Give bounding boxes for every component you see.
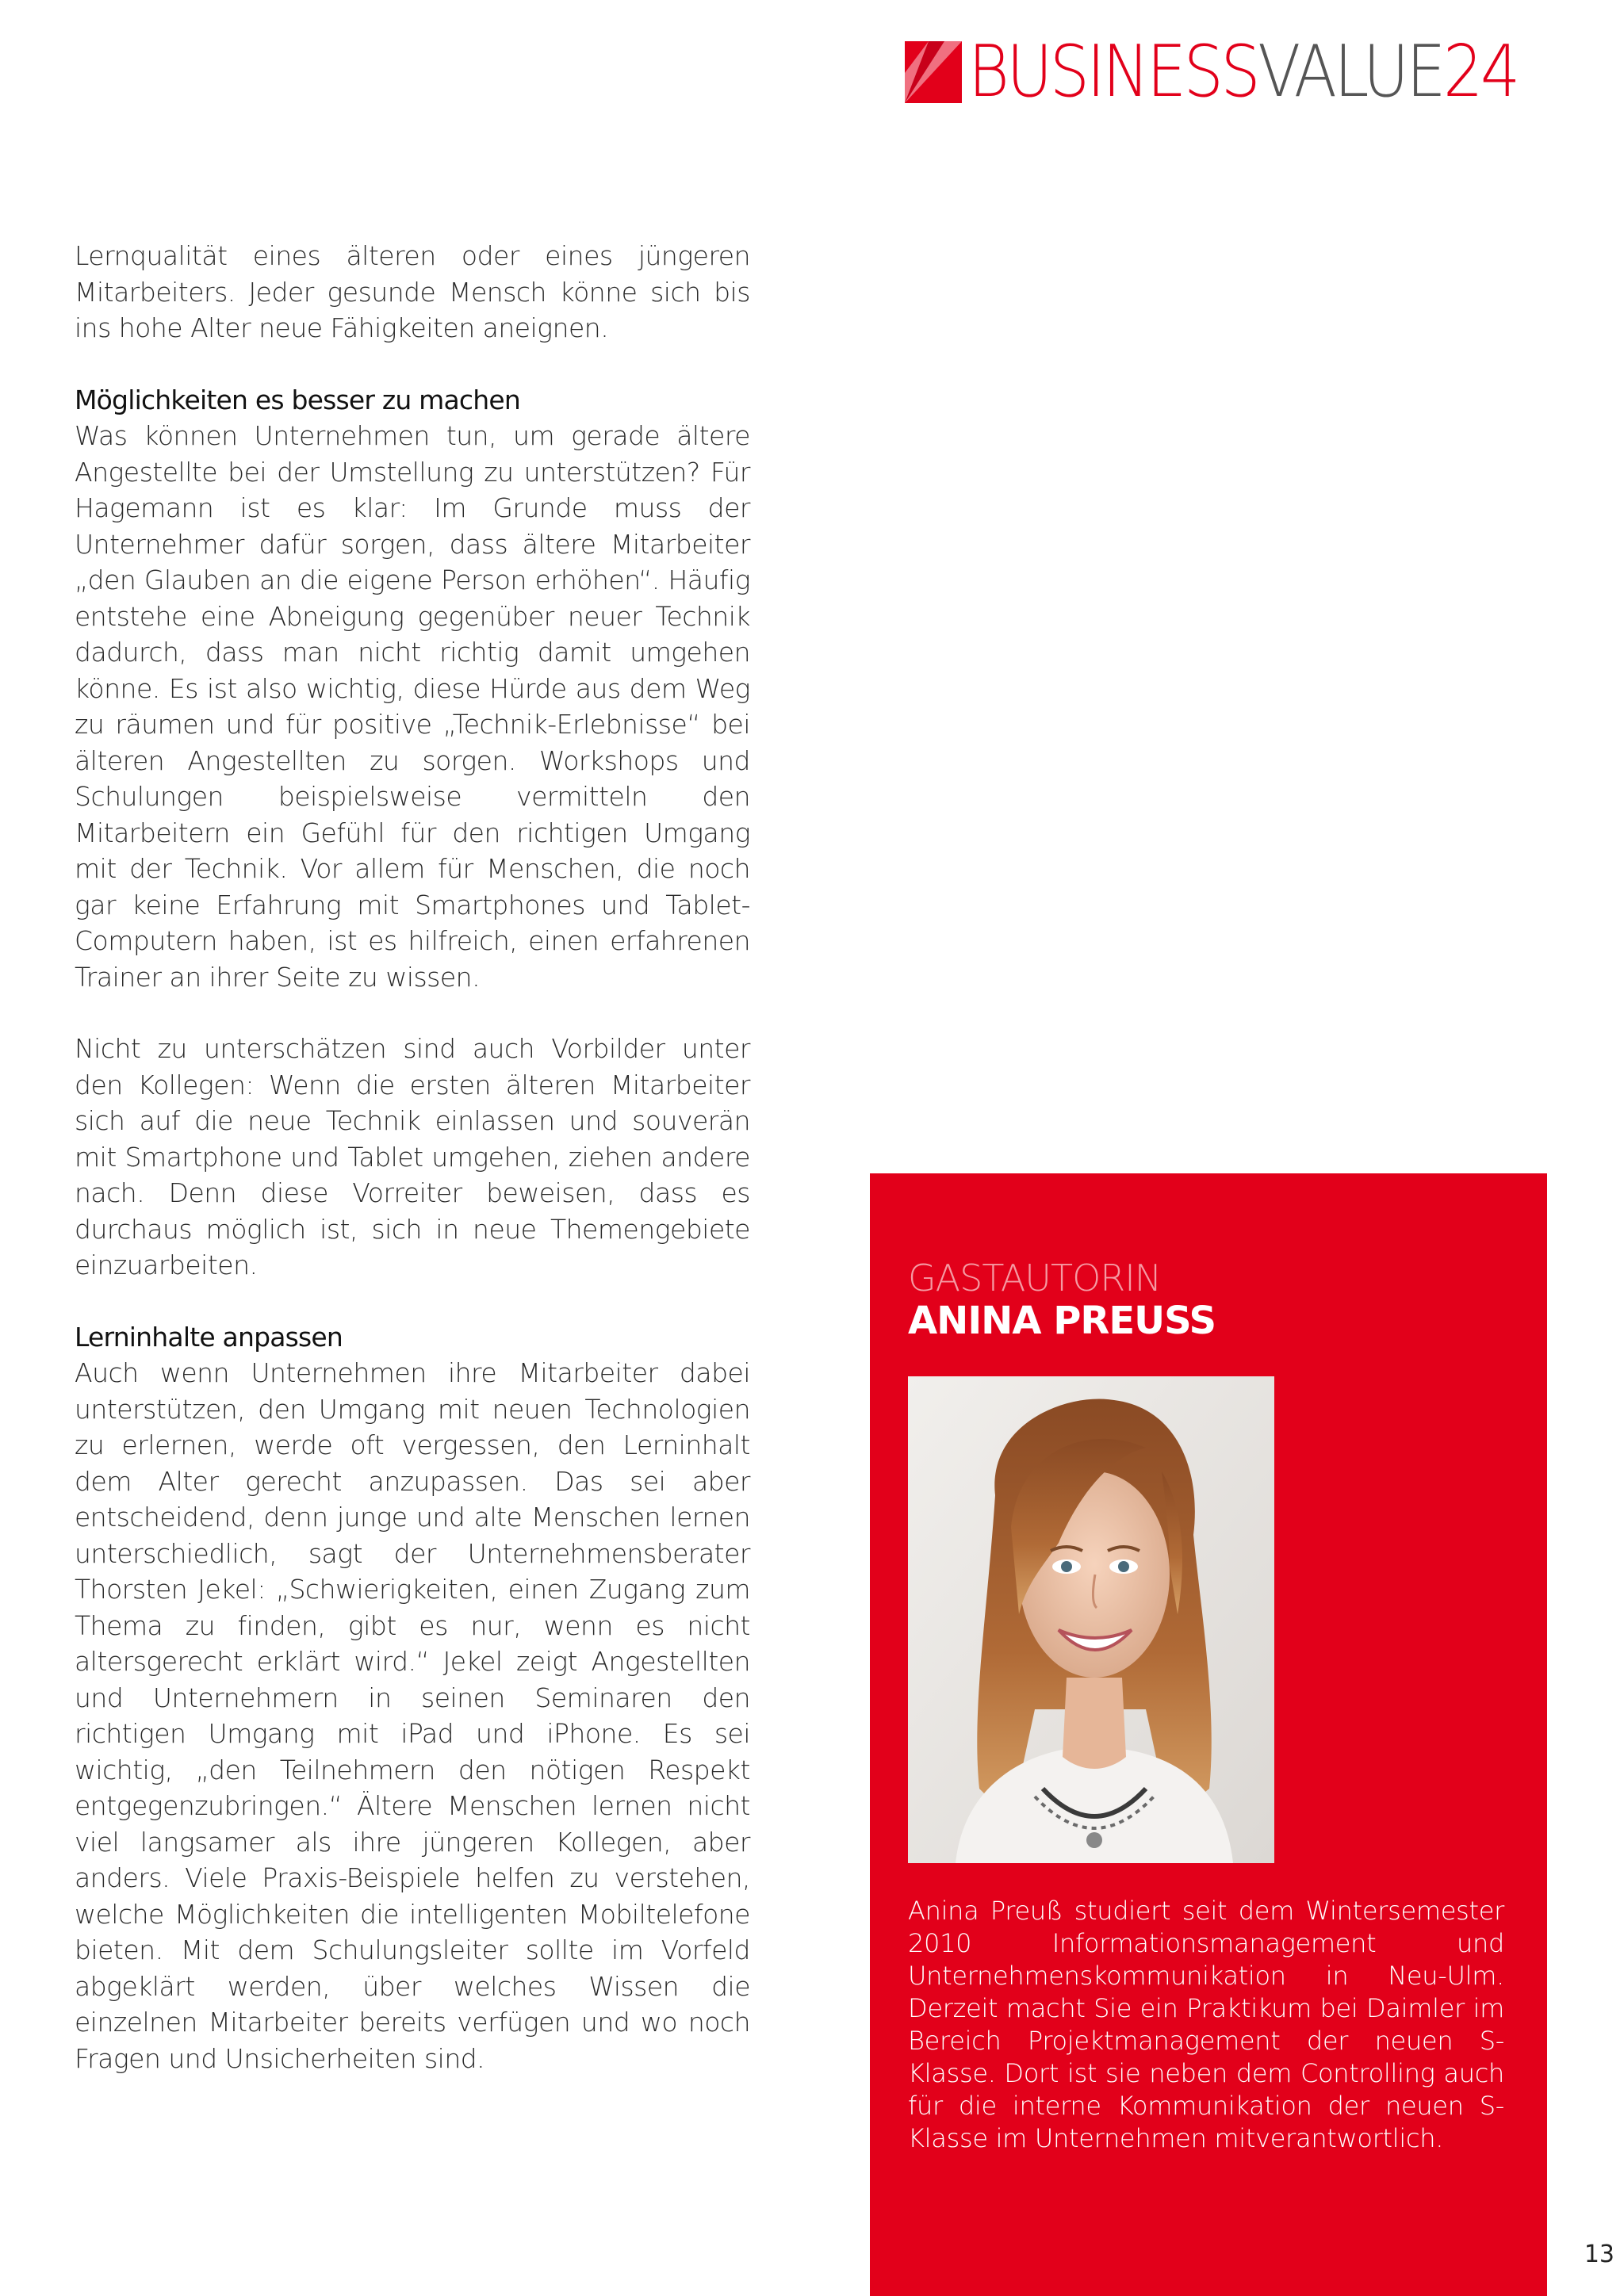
article-paragraph: Nicht zu unterschätzen sind auch Vorbilder unter den Kollegen: Wenn die ersten älteren Mitarbeiter sich auf die neue Technik einlassen und souverän mit Smartphone und Tablet umgehen, ziehen andere nach. Denn diese Vorreiter beweisen, dass es durchaus möglich ist, sich in neue Themengebiete einzuarbeiten.: [75, 1033, 750, 1280]
article-paragraph: Was können Unternehmen tun, um gerade ältere Angestellte bei der Umstellung zu unterstützen? Für Hagemann ist es klar: Im Grunde muss der Unternehmer dafür sorgen, dass ältere Mitarbeiter „den Glauben an die eigene Person erhöhen“. Häufig entstehe eine Abneigung gegenüber neuer Technik dadurch, dass man nicht richtig damit umgehen könne. Es ist also wichtig, diese Hürde aus dem Weg zu räumen und für positive „Technik-Erlebnisse“ bei älteren Angestellten zu sorgen. Workshops und Schulungen beispielsweise vermitteln den Mitarbeitern ein Gefühl für den richtigen Umgang mit der Technik. Vor allem für Menschen, die noch gar keine Erfahrung mit Smartphones und Tablet-Computern haben, ist es hilfreich, einen erfahrenen Trainer an ihrer Seite zu wissen.: [75, 420, 750, 993]
logo-text-number: 24: [1442, 30, 1518, 113]
author-name: ANINA PREUSS: [908, 1299, 1216, 1343]
article-paragraph: Auch wenn Unternehmen ihre Mitarbeiter dabei unterstützen, den Umgang mit neuen Technologien zu erlernen, werde oft vergessen, den Lerninhalt dem Alter gerecht anzupassen. Das sei aber entscheidend, denn junge und alte Menschen lernen unterschiedlich, sagt der Unternehmensberater Thorsten Jekel: „Schwierigkeiten, einen Zugang zum Thema zu finden, gibt es nur, wenn es nicht altersgerecht erklärt wird.“ Jekel zeigt Angestellten und Unternehmern in seinen Seminaren den richtigen Umgang mit iPad und iPhone. Es sei wichtig, „den Teilnehmern den nötigen Respekt entgegenzubringen.“ Ältere Menschen lernen nicht viel langsamer als ihre jüngeren Kollegen, aber anders. Viele Praxis-Beispiele helfen zu verstehen, welche Möglichkeiten die intelligenten Mobiltelefone bieten. Mit dem Schulungsleiter sollte im Vorfeld abgeklärt werden, über welches Wissen die einzelnen Mitarbeiter bereits verfügen und wo noch Fragen und Unsicherheiten sind.: [75, 1357, 750, 2074]
logo-wordmark: [967, 30, 1518, 113]
article-subheading: Möglichkeiten es besser zu machen: [75, 384, 521, 415]
page-number: 13: [1584, 2241, 1614, 2268]
logo-text-value: VALUE: [1257, 30, 1443, 113]
author-bio: Anina Preuß studiert seit dem Wintersemester 2010 Informationsmanagement und Unternehmenskommunikation in Neu-Ulm. Derzeit macht Sie ein Praktikum bei Daimler im Bereich Projektmanagement der neuen S-Klasse. Dort ist sie neben dem Controlling auch für die interne Kommunikation der neuen S-Klasse im Unternehmen mitverantwortlich.: [908, 1896, 1504, 2153]
article-paragraph: Lernqualität eines älteren oder eines jüngeren Mitarbeiters. Jeder gesunde Mensch könne sich bis ins hohe Alter neue Fähigkeiten aneignen.: [75, 240, 750, 343]
author-photo: [908, 1376, 1274, 1863]
author-kicker: GASTAUTORIN: [908, 1257, 1162, 1299]
logo-mark-icon: [905, 41, 962, 103]
brand-logo: [905, 30, 1592, 113]
article-subheading: Lerninhalte anpassen: [75, 1321, 343, 1353]
logo-text-business: BUSINESS: [967, 30, 1258, 113]
guest-author-box: [870, 1173, 1547, 2296]
article-body: [75, 238, 750, 2112]
